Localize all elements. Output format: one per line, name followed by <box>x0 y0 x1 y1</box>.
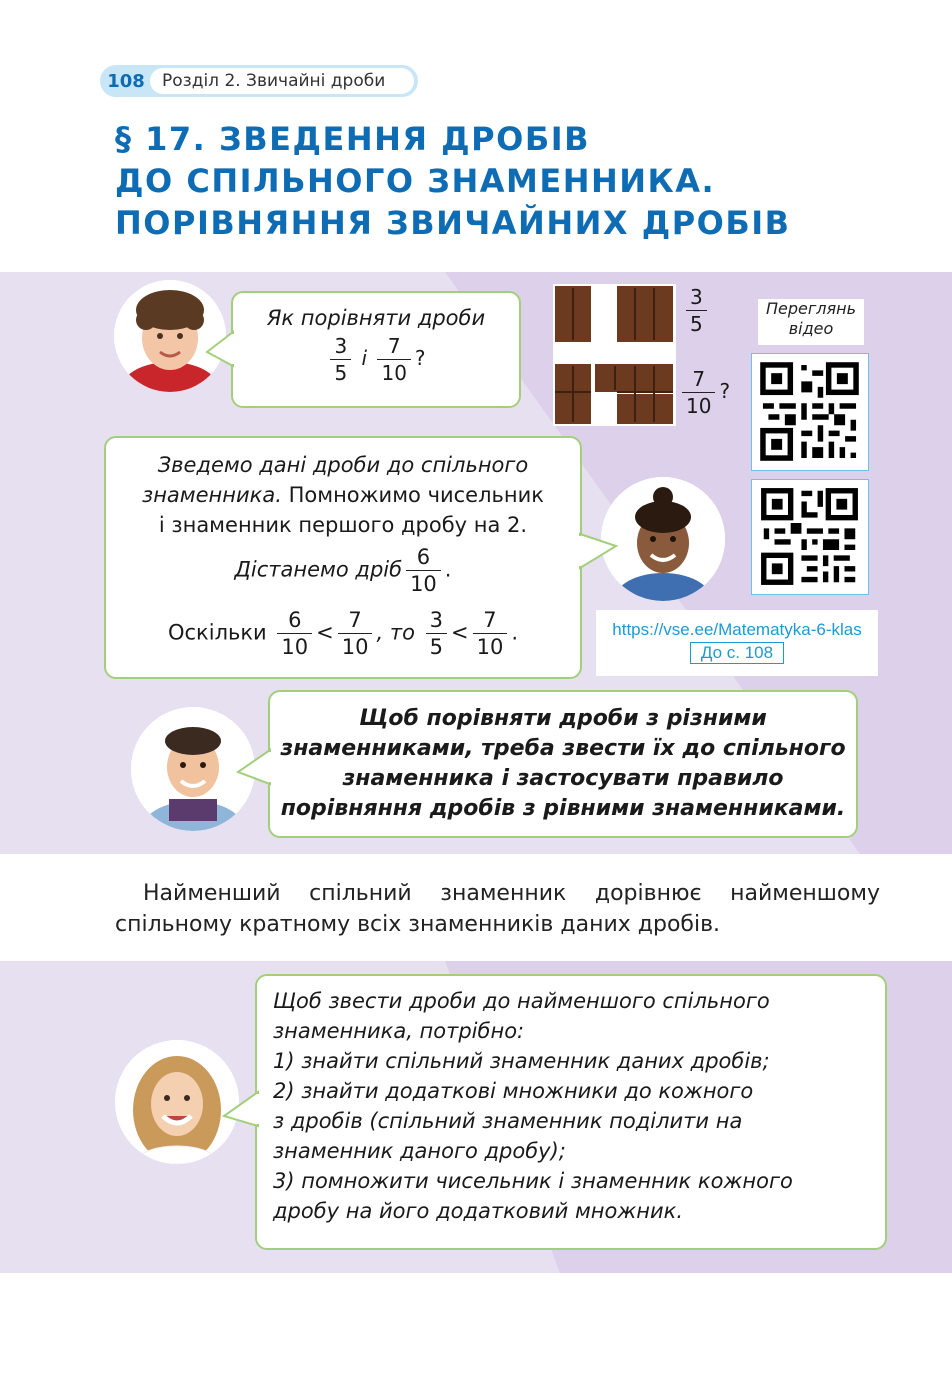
steps-line-4: 2) знайти додаткові множники до кожного <box>273 1079 754 1103</box>
qr-code-1[interactable] <box>751 353 869 471</box>
bubble-tail <box>578 530 618 574</box>
question-bubble <box>231 291 521 408</box>
lesson-title <box>115 118 915 244</box>
smiling-girl-portrait <box>115 1040 239 1164</box>
qr-code-2[interactable] <box>751 479 869 595</box>
video-label: Переглянь відео <box>758 299 864 345</box>
conjunction: і <box>361 346 368 370</box>
answer-line-3: і знаменник першого дробу на 2. <box>158 513 528 537</box>
rule-line-3: знаменника і застосувати правило <box>342 766 784 791</box>
fraction-7-10: $\frac{7}{10}$ <box>377 333 410 386</box>
video-link-box <box>596 610 878 676</box>
title-line-1: § 17. ЗВЕДЕННЯ ДРОБІВ <box>115 120 590 158</box>
rule-line-4: порівняння дробів з рівними знаменниками. <box>280 796 846 821</box>
answer-line-4: Дістанемо дріб $\frac{6}{10}$ . <box>234 545 452 596</box>
steps-line-2: знаменника, потрібно: <box>273 1019 525 1043</box>
steps-line-6: знаменник даного дробу); <box>273 1139 566 1163</box>
chocolate-illustration <box>553 284 676 426</box>
steps-line-1: Щоб звести дроби до найменшого спільного <box>273 989 770 1013</box>
question-mark: ? <box>414 346 426 370</box>
qr-code-icon <box>752 480 867 593</box>
steps-line-5: з дробів (спільний знаменник поділити на <box>273 1109 743 1133</box>
answer-bubble <box>104 436 582 679</box>
definition-paragraph: Найменший спільний знаменник дорівнює найменшому спільному кратному всіх знаменників даних дробів. <box>115 881 880 937</box>
section-label: Розділ 2. Звичайні дроби <box>150 68 414 94</box>
video-url-link[interactable]: https://vse.ee/Matematyka-6-klas <box>612 620 862 639</box>
bubble-tail <box>236 748 272 788</box>
rule-line-1: Щоб порівняти дроби з різними <box>359 706 767 731</box>
steps-bubble <box>255 974 887 1250</box>
page-header <box>100 65 418 97</box>
girl-portrait <box>601 477 725 601</box>
bubble-tail <box>222 1090 260 1130</box>
chocolate-fraction-2: $\frac{7}{10}$ ? <box>678 366 730 419</box>
rule-line-2: знаменниками, треба звести їх до спільного <box>280 736 846 761</box>
chocolate-bars-icon <box>553 284 676 426</box>
title-line-2: ДО СПІЛЬНОГО ЗНАМЕННИКА. <box>115 162 716 200</box>
question-fractions <box>233 333 519 386</box>
answer-comparison: Оскільки $\frac{6}{10}$ < $\frac{7}{10}$ , то $\frac{3}{5}$ < $\frac{7}{10}$ . <box>167 608 519 659</box>
rule-bubble <box>268 690 858 838</box>
fraction-3-5: $\frac{3}{5}$ <box>330 333 351 386</box>
qr-code-icon <box>752 354 867 469</box>
page-number: 108 <box>107 70 145 92</box>
steps-line-7: 3) помножити чисельник і знаменник кожного <box>273 1169 793 1193</box>
answer-line-2: знаменника. Помножимо чисельник <box>142 483 544 507</box>
question-text: Як порівняти дроби <box>266 306 486 330</box>
answer-line-1: Зведемо дані дроби до спільного <box>157 453 529 477</box>
title-line-3: ПОРІВНЯННЯ ЗВИЧАЙНИХ ДРОБІВ <box>115 204 791 242</box>
chocolate-fraction-1: $\frac{3}{5}$ <box>682 284 711 337</box>
steps-line-8: дробу на його додатковий множник. <box>273 1199 684 1223</box>
page-reference-link[interactable]: До с. 108 <box>690 642 784 664</box>
bubble-tail <box>205 330 235 370</box>
steps-line-3: 1) знайти спільний знаменник даних дробів; <box>273 1049 770 1073</box>
